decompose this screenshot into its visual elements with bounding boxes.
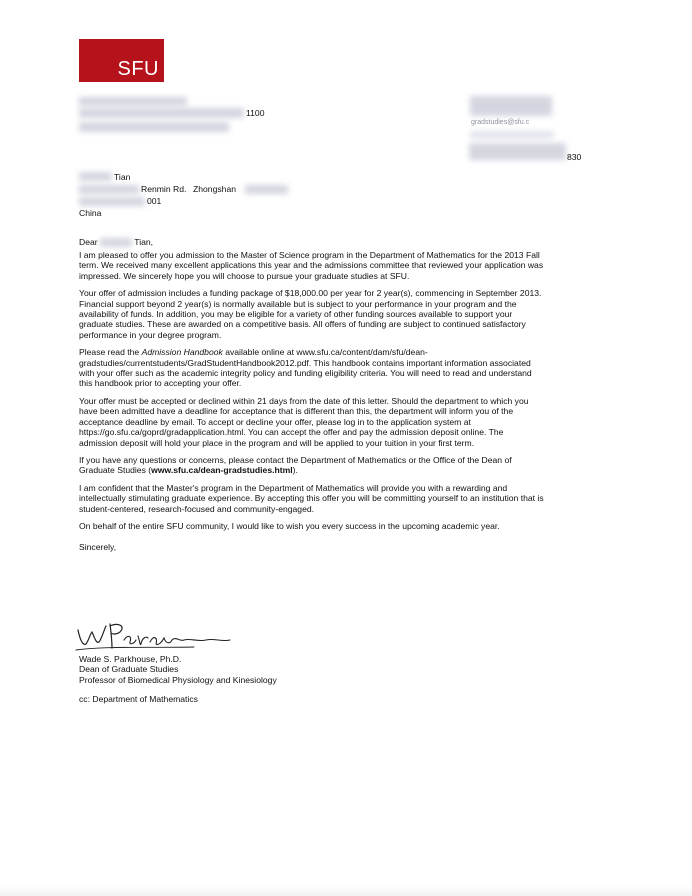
signatory-title: Dean of Graduate Studies (79, 664, 179, 675)
paragraph-line: graduate studies. These are awarded on a competitive basis. All offers of funding are subject to continued satisfactory (79, 319, 526, 330)
paragraph-line: I am confident that the Master's program in the Department of Mathematics will provide you with a rewarding and (79, 482, 508, 493)
paragraph-line: Your offer must be accepted or declined within 21 days from the date of this letter. Should the department to which you (79, 395, 529, 406)
greeting-salutation: Dear (79, 237, 98, 247)
greeting-surname: Tian, (134, 237, 154, 247)
paragraph-line: Financial support beyond 2 year(s) is normally available but is subject to your performance in your program and the (79, 298, 517, 309)
paragraph-handbook (79, 347, 644, 389)
closing (79, 542, 644, 552)
contact-suffix: ). (292, 465, 298, 476)
paragraph-contact (79, 455, 644, 476)
signatory-title: Professor of Biomedical Physiology and Kinesiology (79, 674, 277, 685)
paragraph-line: intellectually stimulating graduate experience. By accepting this offer you will be committing yourself to an institution that is (79, 493, 544, 504)
paragraph-line: term. We received many excellent applications this year and the admissions committee that reviewed your application was (79, 260, 544, 271)
handbook-title: Admission Handbook (141, 347, 223, 358)
redacted-sender-line-1 (79, 97, 187, 106)
paragraph-confidence (79, 483, 644, 514)
redacted-sender-line-2 (79, 108, 244, 118)
paragraph-wishes (79, 521, 644, 531)
paragraph-admission (79, 250, 644, 281)
page-bottom-edge (0, 886, 692, 896)
recipient-district: Zhongshan (193, 184, 237, 194)
signature-block (79, 654, 277, 705)
paragraph-line (79, 465, 644, 475)
paragraph-line: admission deposit will hold your place in the program and will be applied to your tuition in your first term. (79, 437, 475, 448)
redacted-contact-line-1 (470, 96, 552, 116)
paragraph-line: with your offer such as the academic integrity policy and funding eligibility criteria. You will need to read and understand (79, 368, 532, 379)
dean-gradstudies-link[interactable]: www.sfu.ca/dean-gradstudies.html (151, 465, 293, 476)
paragraph-line (79, 347, 644, 357)
logo-text: SFU (117, 58, 159, 80)
paragraph-deadline (79, 396, 644, 448)
handbook-suffix: available online at www.sfu.ca/content/dam/sfu/dean- (222, 347, 428, 358)
recipient-postcode-tail: 001 (147, 196, 162, 206)
paragraph-line: Your offer of admission includes a funding package of $18,000.00 per year for 2 year(s), commencing in September 2013. (79, 288, 542, 299)
recipient-name: Tian (114, 172, 131, 182)
cc-line: cc: Department of Mathematics (79, 694, 198, 705)
contact-prefix: Graduate Studies ( (79, 465, 152, 476)
greeting (79, 237, 153, 247)
paragraph-line: gradstudies/currentstudents/GradStudentHandbook2012.pdf. This handbook contains important information associated (79, 357, 531, 368)
redacted-contact-line-4 (469, 143, 566, 160)
handwritten-signature (74, 620, 234, 654)
paragraph-line: performance in your degree program. (79, 329, 222, 340)
contact-line-tail: 830 (567, 152, 582, 162)
redacted-recipient-street-tail (245, 185, 288, 194)
paragraph-line: this handbook prior to accepting your offer. (79, 378, 242, 389)
sender-line-tail: 1100 (246, 108, 265, 118)
signatory-name: Wade S. Parkhouse, Ph.D. (79, 654, 182, 664)
paragraph-line: availability of funds. In addition, you may be eligible for a variety of other funding sources available to support your (79, 309, 513, 320)
paragraph-line: If you have any questions or concerns, please contact the Department of Mathematics or the Office of the Dean of (79, 454, 512, 465)
paragraph-line: have been admitted have a deadline for acceptance that is different than this, the department will inform you of the (79, 406, 514, 417)
redacted-recipient-city (79, 197, 145, 206)
recipient-country: China (79, 208, 102, 218)
paragraph-line: https://go.sfu.ca/goprd/gradapplication.html. You can accept the offer and pay the admission deposit online. The (79, 427, 504, 438)
redacted-recipient-street (79, 185, 139, 194)
paragraph-line: On behalf of the entire SFU community, I would like to wish you every success in the upcoming academic year. (79, 520, 500, 531)
closing-text: Sincerely, (79, 542, 117, 553)
paragraph-line: I am pleased to offer you admission to the Master of Science program in the Department of Mathematics for the 2013 Fall (79, 250, 540, 260)
paragraph-line: acceptance deadline by email. To accept or decline your offer, please log in to the application system at (79, 416, 471, 427)
paragraph-funding (79, 288, 644, 340)
paragraph-line: impressed. We sincerely hope you will choose to pursue your graduate studies at SFU. (79, 270, 410, 281)
contact-email-fragment: gradstudies@sfu.c (471, 119, 530, 126)
redacted-sender-line-3 (79, 122, 229, 132)
paragraph-line: student-centered, research-focused and community-engaged. (79, 503, 315, 514)
redacted-contact-line-3 (470, 131, 554, 139)
sfu-logo (79, 39, 164, 82)
handbook-prefix: Please read the (79, 347, 142, 358)
redacted-greeting-name (100, 238, 132, 247)
recipient-street: Renmin Rd. (141, 184, 187, 194)
redacted-recipient-name (79, 172, 112, 181)
letter-body (79, 250, 644, 560)
